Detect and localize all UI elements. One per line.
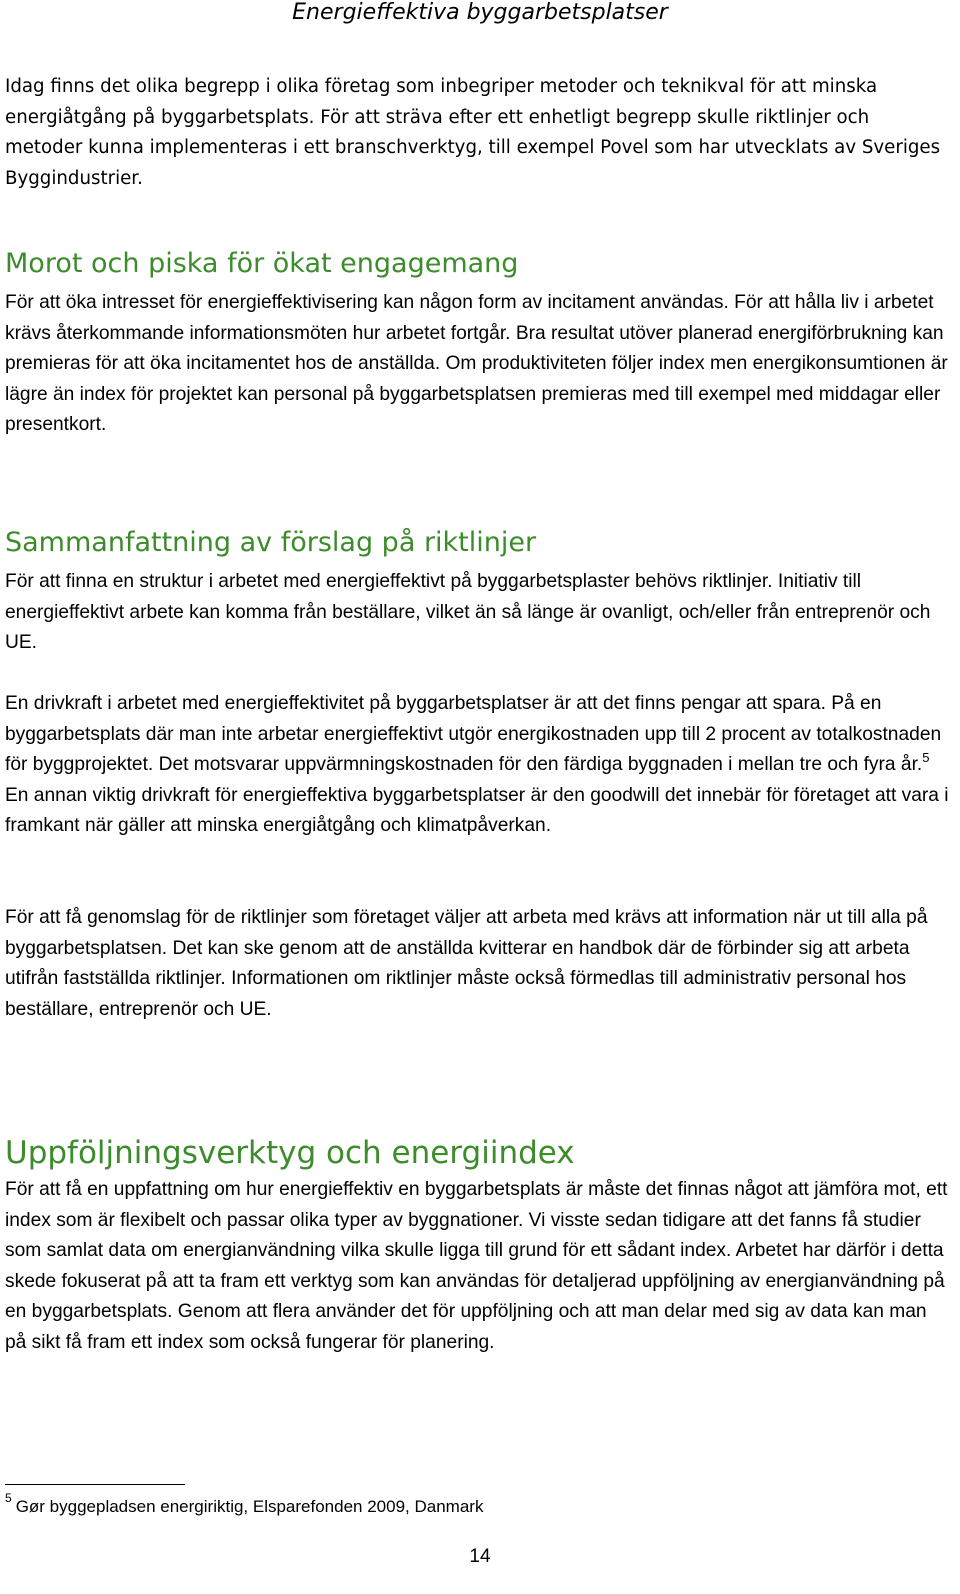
summary-paragraph-3: För att få genomslag för de riktlinjer som företaget väljer att arbeta med krävs att information när ut till alla på byggarbetsplatsen. Det kan ske genom att de anställda kvitterar en handbok där de förbinder sig att arbeta utifrån fastställda riktlinjer. Informationen om riktlinjer måste också förmedlas till administrativ personal hos beställare, entreprenör och UE.: [5, 907, 928, 1020]
footnote-number: 5: [5, 1491, 12, 1505]
summary-paragraph-2-text-b: En annan viktig drivkraft för energieffektiva byggarbetsplatser är den goodwill det innebär för företaget att vara i framkant när gäller att minska energiåtgång och klimatpåverkan.: [5, 784, 949, 836]
section-heading-followup: Uppföljningsverktyg och energiindex: [5, 1135, 575, 1171]
followup-paragraph: För att få en uppfattning om hur energieffektiv en byggarbetsplats är måste det finnas något att jämföra mot, ett index som är flexibelt och passar olika typer av byggnationer. Vi visste sedan tidigare att det fanns få studier som samlat data om energianvändning vilka skulle ligga till grund för ett sådant index. Arbetet har därför i detta skede fokuserat på att ta fram ett verktyg som kan användas för detaljerad uppföljning av energianvändning på en byggarbetsplats. Genom att flera använder det för uppföljning och att man delar med sig av data kan man på sikt få fram ett index som också fungerar för planering.: [5, 1179, 948, 1353]
incentive-paragraph: För att öka intresset för energieffektivisering kan någon form av incitament användas. För att hålla liv i arbetet krävs återkommande informationsmöten hur arbetet fortgår. Bra resultat utöver planerad energiförbrukning kan premieras för att öka incitamentet hos de anställda. Om produktiviteten följer index men energikonsumtionen är lägre än index för projektet kan personal på byggarbetsplatsen premieras med till exempel med middagar eller presentkort.: [5, 292, 948, 435]
summary-paragraph-1: För att finna en struktur i arbetet med energieffektivt på byggarbetsplaster behövs riktlinjer. Initiativ till energieffektivt arbete kan komma från beställare, vilket än så länge är ovanligt, och/eller från entreprenör och UE.: [5, 571, 931, 653]
summary-paragraph-2-text-a: En drivkraft i arbetet med energieffektivitet på byggarbetsplatser är att det finns pengar att spara. På en byggarbetsplats där man inte arbetar energieffektivt utgör energikostnaden upp till 2 procent av totalkostnaden för byggprojektet. Det motsvarar uppvärmningskostnaden för den färdiga byggnaden i mellan tre och fyra år.: [5, 693, 942, 775]
footnote-separator: [5, 1484, 185, 1485]
running-header: Energieffektiva byggarbetsplatser: [292, 0, 668, 25]
section-heading-incentive: Morot och piska för ökat engagemang: [5, 248, 519, 279]
page-number: 14: [469, 1546, 491, 1567]
footnote: [5, 1491, 484, 1518]
footnote-reference: 5: [922, 750, 930, 765]
intro-paragraph: Idag finns det olika begrepp i olika företag som inbegriper metoder och teknikval för att minska energiåtgång på byggarbetsplats. För att sträva efter ett enhetligt begrepp skulle riktlinjer och metoder kunna implementeras i ett branschverktyg, till exempel Povel som har utvecklats av Sveriges Byggindustrier.: [5, 76, 941, 190]
section-heading-summary: Sammanfattning av förslag på riktlinjer: [5, 527, 537, 558]
footnote-text: Gør byggepladsen energiriktig, Elsparefonden 2009, Danmark: [15, 1497, 484, 1516]
summary-paragraph-2: [5, 689, 950, 842]
